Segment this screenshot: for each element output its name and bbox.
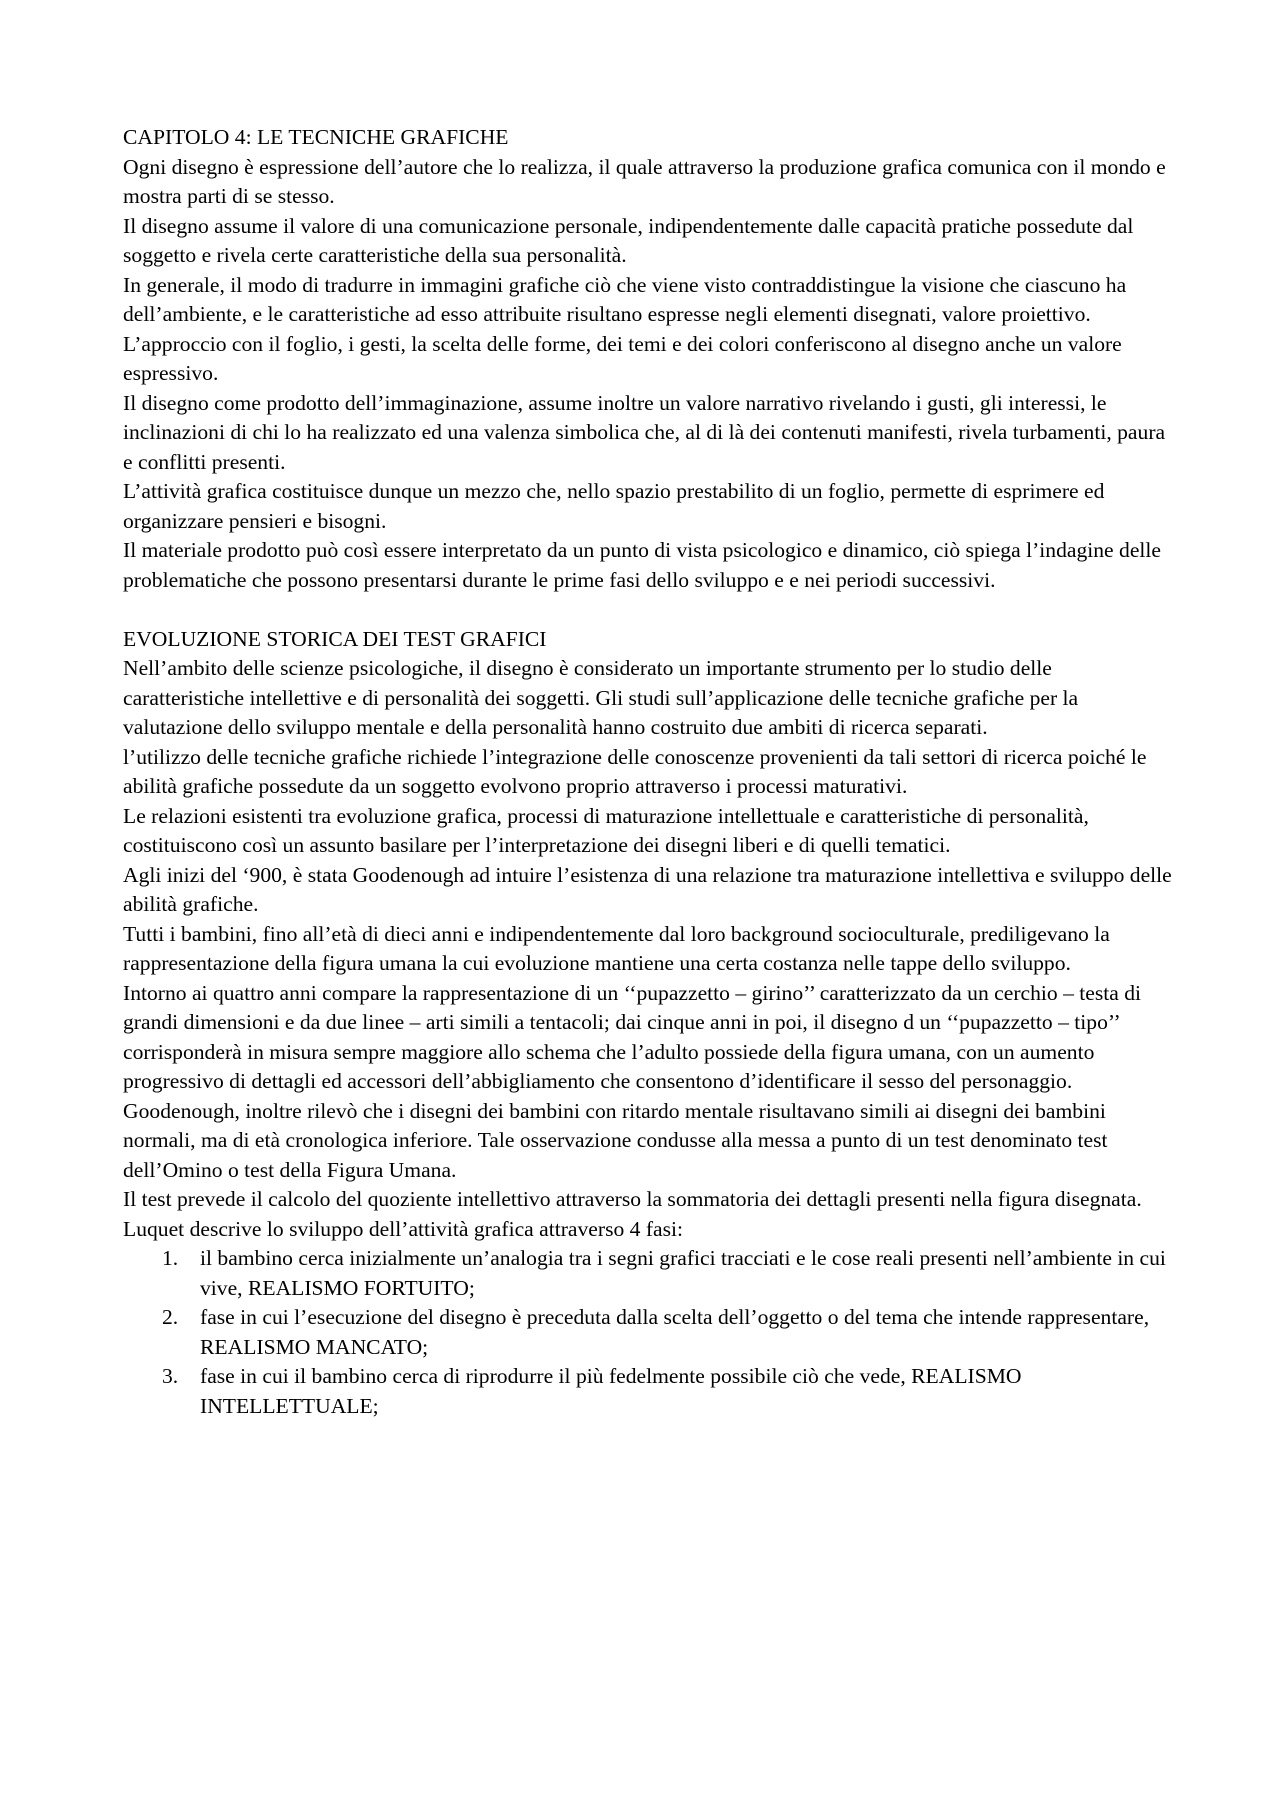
paragraph: Luquet descrive lo sviluppo dell’attività grafica attraverso 4 fasi: (123, 1216, 684, 1241)
list-number: 2. (162, 1305, 179, 1329)
phases-list (123, 1244, 1173, 1421)
paragraph: Agli inizi del ‘900, è stata Goodenough ad intuire l’esistenza di una relazione tra maturazione intellettiva e sviluppo delle abilità grafiche. (123, 862, 1172, 916)
paragraph: Nell’ambito delle scienze psicologiche, il disegno è considerato un importante strumento per lo studio delle caratteristiche intellettive e di personalità dei soggetti. Gli studi sull’applicazione delle tecniche grafiche per la valutazione dello sviluppo mentale e della personalità hanno costruito due ambiti di ricerca separati. (123, 656, 1079, 739)
chapter-title: CAPITOLO 4: LE TECNICHE GRAFICHE (123, 125, 509, 149)
blank-line (123, 595, 1173, 625)
paragraph: Le relazioni esistenti tra evoluzione grafica, processi di maturazione intellettuale e caratteristiche di personalità, costituiscono così un assunto basilare per l’interpretazione dei disegni liberi e di quelli tematici. (123, 803, 1089, 857)
paragraph: Il materiale prodotto può così essere interpretato da un punto di vista psicologico e dinamico, ciò spiega l’indagine delle problematiche che possono presentarsi durante le prime fasi dello sviluppo e e nei periodi successivi. (123, 538, 1161, 592)
paragraph: Intorno ai quattro anni compare la rappresentazione di un ‘‘pupazzetto – girino’’ caratterizzato da un cerchio – testa di grandi dimensioni e da due linee – arti simili a tentacoli; dai cinque anni in poi, il disegno d un ‘‘pupazzetto – tipo’’ corrisponderà in misura sempre maggiore allo schema che l’adulto possiede della figura umana, con un aumento progressivo di dettagli ed accessori dell’abbigliamento che consentono d’identificare il sesso del personaggio. (123, 980, 1142, 1093)
paragraph: In generale, il modo di tradurre in immagini grafiche ciò che viene visto contraddistingue la visione che ciascuno ha dell’ambiente, e le caratteristiche ad esso attribuite risultano espresse negli elementi disegnati, valore proiettivo. (123, 272, 1127, 326)
document-body (123, 123, 1173, 1421)
list-item-text: il bambino cerca inizialmente un’analogia tra i segni grafici tracciati e le cose reali presenti nell’ambiente in cui vive, REALISMO FORTUITO; (200, 1246, 1166, 1300)
section-title: EVOLUZIONE STORICA DEI TEST GRAFICI (123, 626, 547, 651)
list-item-text: fase in cui l’esecuzione del disegno è preceduta dalla scelta dell’oggetto o del tema che intende rappresentare, REALISMO MANCATO; (200, 1305, 1150, 1359)
paragraph: Il disegno assume il valore di una comunicazione personale, indipendentemente dalle capacità pratiche possedute dal soggetto e rivela certe caratteristiche della sua personalità. (123, 213, 1134, 267)
list-item-text: fase in cui il bambino cerca di riprodurre il più fedelmente possibile ciò che vede, REALISMO INTELLETTUALE; (200, 1364, 1022, 1418)
paragraph: l’utilizzo delle tecniche grafiche richiede l’integrazione delle conoscenze provenienti da tali settori di ricerca poiché le abilità grafiche possedute da un soggetto evolvono proprio attraverso i processi maturativi. (123, 744, 1147, 798)
list-number: 1. (162, 1246, 179, 1270)
paragraph: L’approccio con il foglio, i gesti, la scelta delle forme, dei temi e dei colori conferiscono al disegno anche un valore espressivo. (123, 331, 1122, 385)
list-item (162, 1362, 1173, 1421)
list-number: 3. (162, 1364, 179, 1388)
list-item (162, 1244, 1173, 1303)
paragraph: Il disegno come prodotto dell’immaginazione, assume inoltre un valore narrativo rivelando i gusti, gli interessi, le inclinazioni di chi lo ha realizzato ed una valenza simbolica che, al di là dei contenuti manifesti, rivela turbamenti, paura e conflitti presenti. (123, 390, 1166, 474)
paragraph: Tutti i bambini, fino all’età di dieci anni e indipendentemente dal loro background socioculturale, prediligevano la rappresentazione della figura umana la cui evoluzione mantiene una certa costanza nelle tappe dello sviluppo. (123, 921, 1110, 975)
list-item (162, 1303, 1173, 1362)
paragraph: Il test prevede il calcolo del quoziente intellettivo attraverso la sommatoria dei dettagli presenti nella figura disegnata. (123, 1187, 1142, 1211)
paragraph: Ogni disegno è espressione dell’autore che lo realizza, il quale attraverso la produzione grafica comunica con il mondo e mostra parti di se stesso. (123, 154, 1166, 208)
paragraph: Goodenough, inoltre rilevò che i disegni dei bambini con ritardo mentale risultavano simili ai disegni dei bambini normali, ma di età cronologica inferiore. Tale osservazione condusse alla messa a punto di un test denominato test dell’Omino o test della Figura Umana. (123, 1098, 1108, 1182)
paragraph: L’attività grafica costituisce dunque un mezzo che, nello spazio prestabilito di un foglio, permette di esprimere ed organizzare pensieri e bisogni. (123, 479, 1105, 533)
